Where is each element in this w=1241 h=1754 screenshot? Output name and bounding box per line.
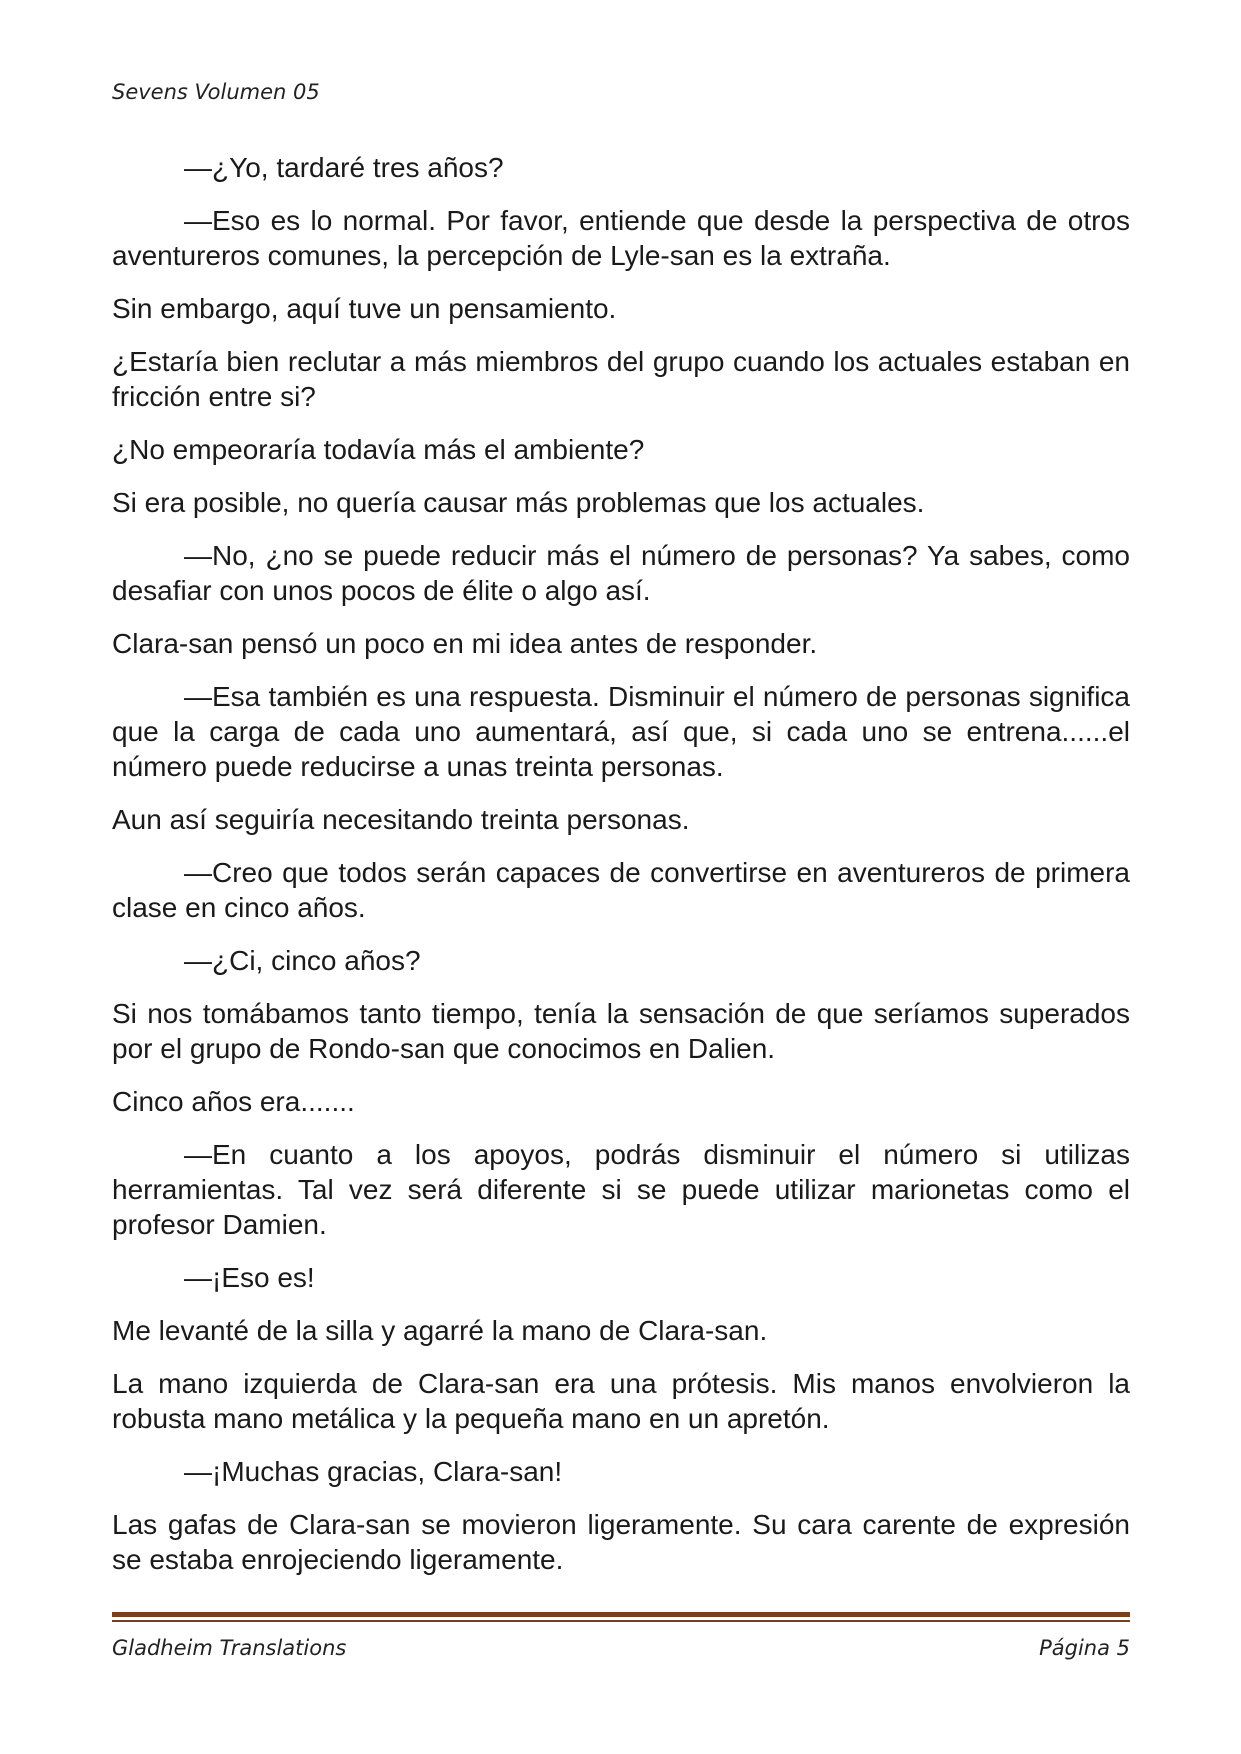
paragraph: La mano izquierda de Clara-san era una prótesis. Mis manos envolvieron la robusta mano metálica y la pequeña mano en un apretón. [112, 1368, 1130, 1434]
running-header: Sevens Volumen 05 [112, 80, 320, 104]
paragraph: Sin embargo, aquí tuve un pensamiento. [112, 293, 617, 324]
paragraph: —Creo que todos serán capaces de convertirse en aventureros de primera clase en cinco años. [112, 857, 1130, 923]
paragraph: —¿Yo, tardaré tres años? [184, 152, 504, 183]
paragraph: Las gafas de Clara-san se movieron ligeramente. Su cara carente de expresión se estaba enrojeciendo ligeramente. [112, 1509, 1130, 1575]
page-number: Página 5 [1039, 1636, 1130, 1660]
paragraph: Si nos tomábamos tanto tiempo, tenía la sensación de que seríamos superados por el grupo de Rondo-san que conocimos en Dalien. [112, 998, 1130, 1064]
paragraph: —¿Ci, cinco años? [184, 945, 421, 976]
paragraph: —Eso es lo normal. Por favor, entiende que desde la perspectiva de otros aventureros comunes, la percepción de Lyle-san es la extraña. [112, 205, 1130, 271]
paragraph: ¿No empeoraría todavía más el ambiente? [112, 434, 645, 465]
paragraph: —Esa también es una respuesta. Disminuir el número de personas significa que la carga de cada uno aumentará, así que, si cada uno se entrena......el número puede reducirse a unas treinta personas. [112, 681, 1130, 782]
paragraph: Si era posible, no quería causar más problemas que los actuales. [112, 487, 925, 518]
paragraph: —No, ¿no se puede reducir más el número de personas? Ya sabes, como desafiar con unos pocos de élite o algo así. [112, 540, 1130, 606]
page-body [112, 150, 1130, 1595]
paragraph: —¡Muchas gracias, Clara-san! [184, 1456, 563, 1487]
footer-rule-thin [112, 1620, 1130, 1622]
paragraph: ¿Estaría bien reclutar a más miembros del grupo cuando los actuales estaban en fricción entre si? [112, 346, 1130, 412]
footer-publisher: Gladheim Translations [112, 1636, 347, 1660]
paragraph: Me levanté de la silla y agarré la mano de Clara-san. [112, 1315, 768, 1346]
paragraph: Aun así seguiría necesitando treinta personas. [112, 804, 690, 835]
paragraph: Cinco años era....... [112, 1086, 355, 1117]
paragraph: Clara-san pensó un poco en mi idea antes de responder. [112, 628, 818, 659]
paragraph: —¡Eso es! [184, 1262, 315, 1293]
footer-rule-thick [112, 1612, 1130, 1617]
paragraph: —En cuanto a los apoyos, podrás disminuir el número si utilizas herramientas. Tal vez será diferente si se puede utilizar marionetas como el profesor Damien. [112, 1139, 1130, 1240]
